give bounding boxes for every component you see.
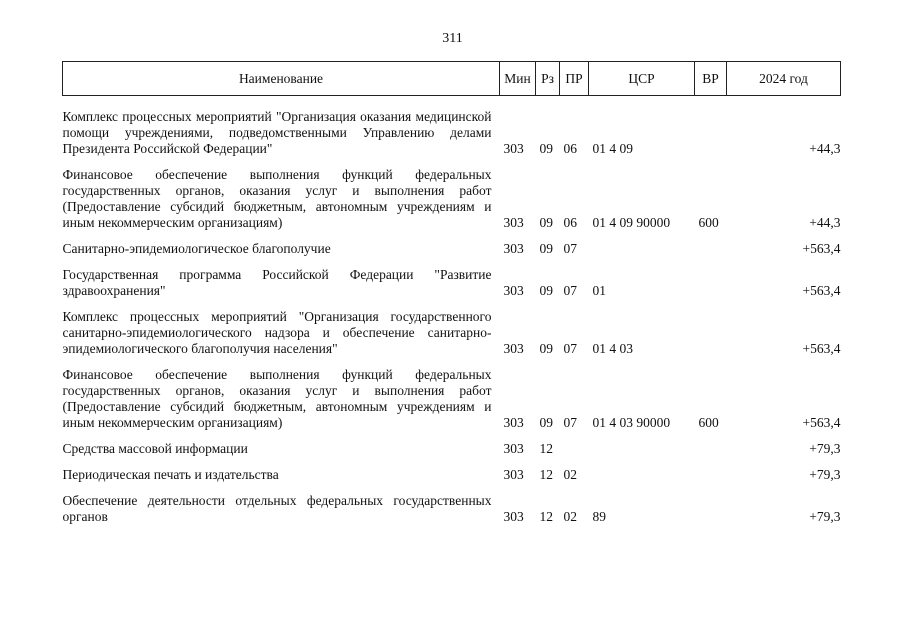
row-csr: 01 4 09 (592, 141, 633, 156)
row-name: Средства массовой информации (62, 441, 248, 456)
row-rz: 09 (539, 283, 553, 298)
row-min: 303 (503, 283, 524, 298)
row-name: Финансовое обеспечение выполнения функций федеральных государственных органов, оказания услуг и выполнения работ (Предоставление субсидий бюджетным, автономным учреждениям и иным некоммерческим организациям) (62, 167, 492, 230)
row-pr: 02 (563, 467, 577, 482)
row-amount: +563,4 (802, 415, 841, 430)
header-year: 2024 год (727, 62, 841, 96)
row-amount: +79,3 (809, 509, 841, 524)
table-body (63, 96, 841, 526)
row-name: Комплекс процессных мероприятий "Организация оказания медицинской помощи учреждениями, подведомственными Управлению делами Президента Российской Федерации" (62, 109, 492, 156)
row-min: 303 (503, 415, 524, 430)
row-name: Государственная программа Российской Федерации "Развитие здравоохранения" (62, 267, 492, 298)
row-pr: 02 (563, 509, 577, 524)
row-csr (589, 457, 695, 483)
row-amount: +563,4 (802, 241, 841, 256)
row-min: 303 (503, 215, 524, 230)
row-csr: 01 4 03 (592, 341, 633, 356)
row-pr: 06 (563, 141, 577, 156)
row-vr: 600 (698, 215, 719, 230)
row-amount: +44,3 (809, 215, 841, 230)
row-min: 303 (503, 441, 524, 456)
header-vr: ВР (695, 62, 727, 96)
row-amount: +563,4 (802, 283, 841, 298)
row-pr: 07 (563, 415, 577, 430)
page-number: 311 (442, 31, 463, 46)
row-vr (695, 457, 727, 483)
row-rz: 12 (539, 441, 553, 456)
header-name: Наименование (63, 62, 500, 96)
table-row (63, 431, 841, 457)
row-vr (695, 231, 727, 257)
row-amount: +44,3 (809, 141, 841, 156)
row-csr (589, 431, 695, 457)
row-name: Комплекс процессных мероприятий "Организация государственного санитарно-эпидемиологического надзора и обеспечение санитарно-эпидемиологического благополучия населения" (62, 309, 492, 356)
row-vr (695, 257, 727, 299)
table-row (63, 96, 841, 158)
row-csr: 01 (592, 283, 606, 298)
header-min: Мин (500, 62, 536, 96)
table-row (63, 299, 841, 357)
row-pr (560, 431, 589, 457)
header-csr: ЦСР (589, 62, 695, 96)
row-vr (695, 96, 727, 158)
row-min: 303 (503, 467, 524, 482)
row-vr (695, 431, 727, 457)
row-rz: 09 (539, 215, 553, 230)
row-min: 303 (503, 341, 524, 356)
row-amount: +79,3 (809, 467, 841, 482)
row-rz: 09 (539, 415, 553, 430)
row-name: Санитарно-эпидемиологическое благополучие (62, 241, 331, 256)
table-row (63, 357, 841, 431)
row-vr (695, 299, 727, 357)
row-pr: 07 (563, 241, 577, 256)
row-rz: 12 (539, 467, 553, 482)
row-rz: 09 (539, 341, 553, 356)
row-csr: 01 4 03 90000 (592, 415, 671, 430)
row-vr (695, 483, 727, 525)
row-min: 303 (503, 141, 524, 156)
table-header-row (63, 62, 841, 96)
row-min: 303 (503, 241, 524, 256)
table-row (63, 457, 841, 483)
header-pr: ПР (560, 62, 589, 96)
row-rz: 09 (539, 241, 553, 256)
row-pr: 07 (563, 283, 577, 298)
row-vr: 600 (698, 415, 719, 430)
table-row (63, 483, 841, 525)
row-name: Финансовое обеспечение выполнения функций федеральных государственных органов, оказания услуг и выполнения работ (Предоставление субсидий бюджетным, автономным учреждениям и иным некоммерческим организациям) (62, 367, 492, 430)
row-csr (589, 231, 695, 257)
row-pr: 07 (563, 341, 577, 356)
table-row (63, 231, 841, 257)
row-csr: 89 (592, 509, 606, 524)
row-amount: +563,4 (802, 341, 841, 356)
budget-table (62, 61, 841, 525)
row-csr: 01 4 09 90000 (592, 215, 671, 230)
table-row (63, 257, 841, 299)
row-rz: 12 (539, 509, 553, 524)
row-pr: 06 (563, 215, 577, 230)
row-min: 303 (503, 509, 524, 524)
table-row (63, 157, 841, 231)
row-amount: +79,3 (809, 441, 841, 456)
row-name: Периодическая печать и издательства (62, 467, 279, 482)
header-rz: Рз (536, 62, 560, 96)
row-rz: 09 (539, 141, 553, 156)
row-name: Обеспечение деятельности отдельных федеральных государственных органов (62, 493, 492, 524)
